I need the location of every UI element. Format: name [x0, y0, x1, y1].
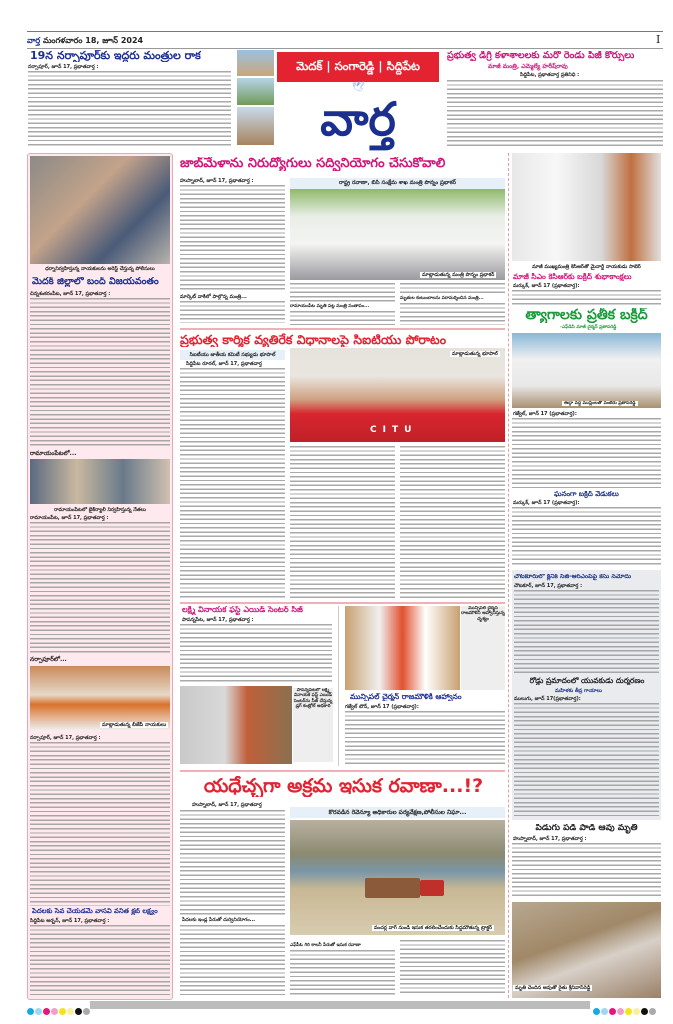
headline-kcr-bakrid: మాజీ సీఎం కెసిఆర్‌కు బక్రీద్ శుభాకాంక్షలు: [513, 273, 632, 281]
photo-caption: రామాయంపేటలో బైక్‌ర్యాలీ నిర్వహిస్తున్న నేతలు: [54, 507, 146, 513]
subhead: -ఎఫ్‌డిసి మాజీ చైర్మన్ ప్రతాపరెడ్డి: [560, 325, 617, 330]
headline-accident: రోడ్డు ప్రమాదంలో యువకుడు దుర్మరణం: [529, 677, 645, 685]
subhead: మార్కెట్ వాకిలో పాల్గొన్న మంత్రి...: [180, 294, 247, 300]
dateline: మర్కుక్, జూన్ 17 (ప్రభాతవార్త):: [513, 500, 580, 506]
registration-marks-left: [27, 1000, 91, 1019]
article-body: [290, 950, 395, 996]
photo-caption: ధర్నానిర్వహిస్తున్న నాయకులను అరెస్ట్ చేస్తున్న పోలీసులు: [45, 266, 155, 272]
dateline: గజ్వేల్ టౌన్, జూన్ 17 (ప్రభాతవార్త):: [345, 704, 419, 710]
dateline: మర్కుక్, జూన్ 17 (ప్రభాతవార్త):: [513, 283, 580, 289]
dateline: పాపన్నపేట, జూన్ 17, ప్రభాతవార్త :: [182, 617, 254, 623]
article-body: [290, 283, 395, 303]
registration-bar: [90, 1001, 590, 1009]
photo-kcr: [512, 153, 661, 261]
tractor-icon: [365, 878, 420, 898]
divider: [180, 602, 505, 604]
article-body: [28, 71, 231, 148]
tractor-cab: [420, 880, 444, 896]
subhead: రామాయంపేట మృతి పట్ల మంత్రి సంతాపం...: [290, 304, 370, 309]
dateline: హుస్నాబాద్, జూన్ 17, ప్రభాతవార్త: [192, 802, 262, 808]
masthead-photo-tower: [237, 107, 274, 145]
headline-pg-courses: ప్రభుత్వ డిగ్రీ కళాశాలలకు మరో రెండు పీజీ కోర్సులు: [447, 51, 635, 61]
article-body: [180, 301, 285, 323]
district-banner: మెదక్ | సంగారెడ్డి | సిద్దిపేట: [277, 52, 439, 82]
dateline: చౌటకూర్, జూన్ 17, ప్రభాతవార్త :: [514, 583, 583, 589]
photo-firstaid-seize: [180, 686, 292, 764]
paper-name: వార్త: [27, 36, 41, 45]
masthead-logo: వార్త: [320, 92, 396, 146]
subhead: మృతుల కుటుంబాలను పరామర్శించిన మంత్రి...: [400, 296, 484, 301]
article-body: [512, 507, 661, 565]
header-date: మంగళవారం 18, జూన్ 2024: [42, 36, 144, 45]
headline-sand: యధేచ్ఛగా అక్రమ ఇసుక రవాణా...!?: [203, 776, 484, 797]
article-body: [512, 418, 661, 490]
article-body: [400, 446, 505, 598]
citu-info-box: సిఐటీయు జాతీయ కమిటీ సభ్యుడు భూపాల్: [180, 350, 285, 360]
registration-marks-right: [593, 1000, 657, 1019]
dateline: గజ్వేల్, జూన్ 17 (ప్రభాతవార్త):: [513, 411, 577, 417]
dateline: ములుగు, జూన్ 17(ప్రభాతవార్త):: [514, 696, 581, 702]
article-body: [400, 940, 505, 996]
headline-vasavi: పేదలకు సేవ చేయడమే వాసవి వనిత క్లబ్ లక్ష్యం: [32, 908, 158, 915]
photo-top-caption: రాష్ట్ర రవాణా, బిసి సంక్షేమ శాఖ మంత్రి పొన్నం ప్రభాకర్: [290, 178, 505, 189]
column-divider: [338, 606, 339, 766]
subhead: మహిళకు తీవ్ర గాయాలు: [555, 688, 602, 694]
article-body: [345, 711, 505, 765]
dateline: నర్సాపూర్, జూన్ 17, ప్రభాతవార్త :: [28, 64, 99, 70]
subhead: నర్సాపూర్‌లో...: [30, 656, 67, 663]
subhead: రామాయంపేటలో...: [30, 450, 77, 457]
article-body: [512, 843, 661, 898]
photo-caption: వంచర్ల వాగ్ నుండి ఇసుక తరలించేందుకు సిద్ధమౌతున్న ట్రాక్టర్: [374, 925, 493, 931]
dateline: నర్సాపూర్, జూన్ 17, ప్రభాతవార్త :: [30, 735, 101, 741]
masthead-photo-park: [237, 78, 274, 105]
photo-caption: మృతి చెందిన ఆవుతో రైతు శ్రీనివాస్‌రెడ్డి: [515, 985, 591, 991]
dateline: సిద్దిపేట అర్బన్, జూన్ 17, ప్రభాతవార్త :: [30, 918, 110, 924]
page-header: [27, 36, 143, 46]
headline-bandh: మెదక్ జిల్లాలో బంద్ విజయవంతం: [32, 277, 159, 287]
column-divider: [508, 153, 509, 998]
dateline: చిన్నశంకరంపేట, జూన్ 17, ప్రభాతవార్త :: [30, 291, 111, 297]
article-body: [180, 925, 285, 997]
subheadline: మాజీ మంత్రి, ఎమ్మెల్యే హరీష్‌రావు: [488, 63, 568, 70]
photo-bike-rally: [30, 459, 170, 504]
article-body: [30, 522, 170, 654]
article-body: [290, 311, 395, 325]
dateline: హుస్నాబాద్, జూన్ 17, ప్రభాతవార్త :: [180, 178, 254, 184]
article-body: [30, 298, 170, 447]
photo-minister-ponnam: [290, 189, 505, 280]
headline-citu: ప్రభుత్వ కార్మిక వ్యతిరేక విధానాలపై సిఐటియు పోరాటం: [180, 333, 447, 347]
header-rule: [27, 31, 663, 32]
citu-banner: CITU: [370, 425, 418, 435]
photo-eidgah: [512, 333, 661, 408]
dateline: రామాయంపేట, జూన్ 17, ప్రభాతవార్త :: [30, 515, 109, 521]
dateline: సిద్దిపేట, ప్రభాతవార్త ప్రతినిధి :: [520, 72, 580, 78]
subhead-bakrid-celebrations: ఘనంగా బక్రీద్ వేడుకలు: [554, 491, 619, 498]
divider: [180, 770, 505, 772]
article-body: [180, 185, 285, 292]
photo-bjp-leaders: [30, 666, 170, 730]
photo-dead-cow: [512, 902, 661, 998]
article-body: [514, 590, 659, 674]
subhead: ఎఫ్‌పీఓ గిరి కాలనీ పేరుతో ఇసుక రవాణా: [290, 943, 361, 948]
article-body: [514, 703, 659, 816]
photo-caption: మున్సిపల్ చైర్మన్ రాజమౌళిని ఆహ్వానిస్తున్న దృశ్యం: [461, 606, 505, 690]
photo-caption: మాజీ ముఖ్యమంత్రి కెసిఆర్‌తో మైనార్టీ నాయకుడు సాబెర్: [532, 264, 641, 270]
headline-clinic: చౌటకూరులో క్లినిక్ సీజ్-ఆర్‌ఎంపిపై కేసు నమోదు: [514, 574, 632, 580]
headline-chairman: మున్సిపల్ చైర్మన్ రాజమౌళికి ఆహ్వానం: [350, 693, 462, 701]
article-body: [400, 303, 505, 325]
dove-logo-icon: 🕊: [351, 82, 365, 93]
article-body: [180, 810, 285, 916]
article-body: [290, 446, 395, 598]
photo-police-arrest: [30, 156, 170, 264]
photo-top-caption: కొరవడిన రెవెన్యూ అధికారుల పర్యవేక్షణ,పోలీసుల నిఘా...: [290, 807, 505, 818]
article-body: [180, 624, 332, 682]
dateline: సిద్దిపేట రూరల్, జూన్ 17, ప్రభాతవార్త: [186, 361, 262, 367]
headline-cow: పిడుగు పడి పాడి ఆవు మృతి: [535, 824, 638, 833]
article-body: [400, 283, 505, 295]
article-body: [180, 368, 285, 599]
photo-caption: మాట్లాడుతున్న బీజేపీ నాయకులు: [102, 722, 167, 728]
article-body: [30, 742, 170, 906]
photo-caption: పాపన్నపేటలో లక్ష్మీ వినాయక ఫస్ట్ ఎయిడ్ సెంటర్‌ను సీజ్ చేస్తున్న డ్రగ్ కంట్రోల్ అధికారి: [293, 688, 333, 762]
photo-caption: మాట్లాడుతున్న మంత్రి పొన్నం ప్రభాకర్: [422, 272, 495, 278]
masthead-photo-temple: [237, 50, 274, 76]
dateline: హుస్నాబాద్, జూన్ 17, ప్రభాతవార్త :: [513, 836, 587, 842]
subhead: పేదలకు ఇండ్ల పేరుతో దుర్వినియోగం...: [182, 918, 256, 923]
page-number: I: [656, 33, 661, 46]
article-body: [512, 290, 661, 307]
article-body: [30, 925, 170, 995]
headline-bakrid: త్యాగాలకు ప్రతీక బక్రీద్: [525, 308, 648, 323]
headline-jobmela: జాబ్‌మేళాను నిరుద్యోగులు సద్వినియోగం చేసుకోవాలి: [180, 157, 446, 171]
header-underline: [27, 48, 663, 49]
photo-caption: ఈద్గా వద్ద ముస్లింలతో వంటేరు ప్రతాపరెడ్డి: [564, 401, 636, 406]
photo-caption: మాట్లాడుతున్న భూపాల్: [452, 351, 498, 357]
photo-chairman: [345, 606, 460, 690]
article-body: [447, 80, 663, 147]
divider: [180, 328, 505, 330]
headline-ministers: 19న నర్సాపూర్‌కు ఇద్దరు మంత్రుల రాక: [30, 50, 201, 62]
headline-firstaid: లక్ష్మీ వినాయక ఫస్ట్ ఎయిడ్ సెంటర్ సీజ్: [182, 606, 303, 614]
